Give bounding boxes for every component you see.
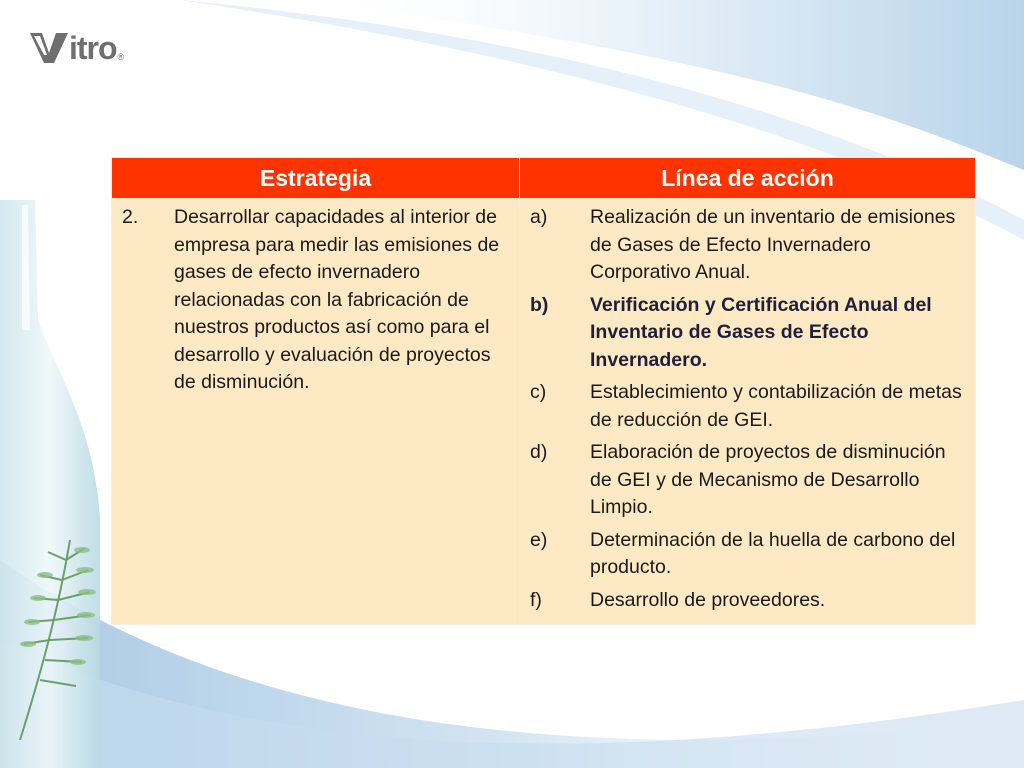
header-action-line: Línea de acción — [520, 158, 976, 199]
action-label: b) — [530, 293, 549, 316]
action-text: Establecimiento y contabilización de metas de reducción de GEI. — [590, 381, 962, 431]
action-item-f — [530, 587, 967, 615]
action-label: c) — [530, 381, 547, 403]
table-header-row — [112, 158, 976, 199]
action-item-b — [530, 292, 967, 375]
action-label: a) — [530, 206, 548, 228]
action-cell — [520, 199, 976, 625]
registered-mark: ® — [117, 52, 125, 62]
vitro-v-mark-icon — [30, 31, 68, 65]
action-item-c — [530, 379, 967, 434]
strategy-text: Desarrollar capacidades al interior de empresa para medir las emisiones de gases de efecto invernadero relacionadas con la fabricación de nuestros productos así como para el desarrollo y evaluación de proyectos de disminución. — [174, 206, 500, 393]
action-text: Verificación y Certificación Anual del Inventario de Gases de Efecto Invernadero. — [590, 293, 932, 371]
strategy-table-grid — [111, 157, 976, 625]
action-text: Determinación de la huella de carbono del producto. — [590, 528, 956, 578]
action-item-d — [530, 439, 967, 522]
action-item-a — [530, 204, 967, 287]
strategy-item — [122, 204, 513, 397]
action-text: Desarrollo de proveedores. — [590, 588, 826, 611]
strategy-table — [111, 157, 973, 625]
action-text: Elaboración de proyectos de disminución de GEI y de Mecanismo de Desarrollo Limpio. — [590, 441, 946, 518]
strategy-cell — [112, 199, 520, 625]
action-label: e) — [530, 528, 548, 551]
header-strategy: Estrategia — [112, 158, 520, 199]
strategy-number: 2. — [122, 206, 139, 228]
vitro-logo — [30, 28, 124, 68]
logo-text: itro — [69, 30, 117, 66]
action-text: Realización de un inventario de emisiones de Gases de Efecto Invernadero Corporativo Anual. — [590, 206, 956, 283]
table-row — [112, 199, 976, 625]
action-item-e — [530, 527, 967, 582]
action-label: d) — [530, 441, 548, 463]
action-label: f) — [530, 588, 542, 611]
